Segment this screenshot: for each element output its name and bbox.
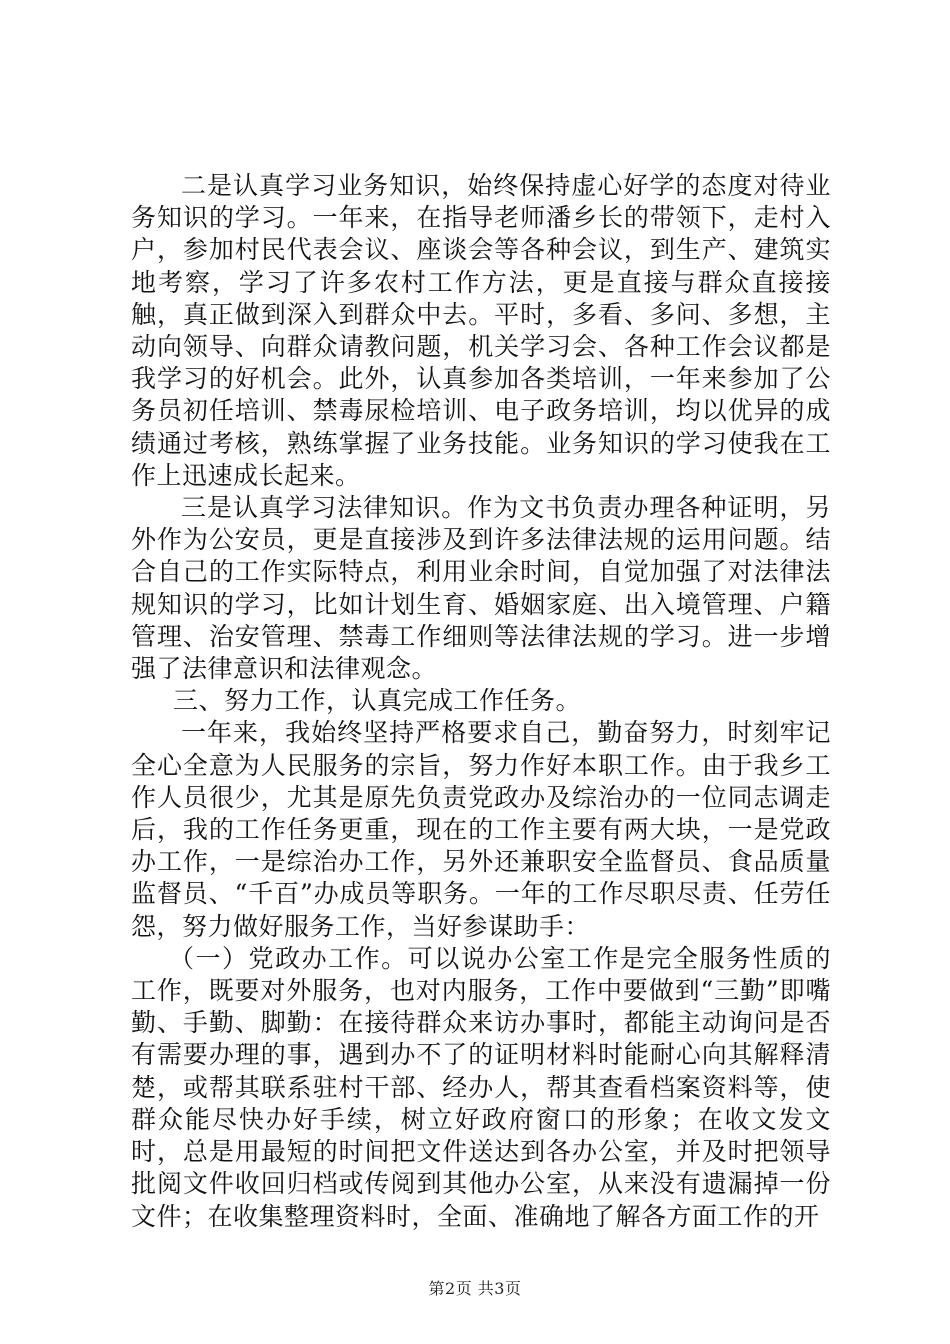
page-number-label: 第2页 共3页: [428, 1279, 522, 1298]
document-body: [131, 170, 831, 1233]
paragraph-work-overview: 一年来，我始终坚持严格要求自己，勤奋努力，时刻牢记全心全意为人民服务的宗旨，努力作好本职工作。由于我乡工作人员很少，尤其是原先负责党政办及综治办的一位同志调走后，我的工作任务更重，现在的工作主要有两大块，一是党政办工作，一是综治办工作，另外还兼职安全监督员、食品质量监督员、“千百”办成员等职务。一年的工作尽职尽责、任劳任怨，努力做好服务工作，当好参谋助手：: [131, 718, 831, 941]
paragraph-party-office-work: （一）党政办工作。可以说办公室工作是完全服务性质的工作，既要对外服务，也对内服务，工作中要做到“三勤”即嘴勤、手勤、脚勤：在接待群众来访办事时，都能主动询问是否有需要办理的事，遇到办不了的证明材料时能耐心向其解释清楚，或帮其联系驻村干部、经办人，帮其查看档案资料等，使群众能尽快办好手续，树立好政府窗口的形象；在收文发文时，总是用最短的时间把文件送达到各办公室，并及时把领导批阅文件收回归档或传阅到其他办公室，从来没有遗漏掉一份文件；在收集整理资料时，全面、准确地了解各方面工作的开: [131, 943, 831, 1231]
paragraph-business-knowledge: 二是认真学习业务知识，始终保持虚心好学的态度对待业务知识的学习。一年来，在指导老师潘乡长的带领下，走村入户，参加村民代表会议、座谈会等各种会议，到生产、建筑实地考察，学习了许多农村工作方法，更是直接与群众直接接触，真正做到深入到群众中去。平时，多看、多问、多想，主动向领导、向群众请教问题，机关学习会、各种工作会议都是我学习的好机会。此外，认真参加各类培训，一年来参加了公务员初任培训、禁毒尿检培训、电子政务培训，均以优异的成绩通过考核，熟练掌握了业务技能。业务知识的学习使我在工作上迅速成长起来。: [131, 171, 831, 490]
paragraph-legal-knowledge: 三是认真学习法律知识。作为文书负责办理各种证明，另外作为公安员，更是直接涉及到许多法律法规的运用问题。结合自己的工作实际特点，利用业余时间，自觉加强了对法律法规知识的学习，比如计划生育、婚姻家庭、出入境管理、户籍管理、治安管理、禁毒工作细则等法律法规的学习。进一步增强了法律意识和法律观念。: [131, 493, 831, 684]
section-heading-work-tasks: 三、努力工作，认真完成工作任务。: [173, 686, 582, 716]
page-footer: [0, 1276, 950, 1299]
